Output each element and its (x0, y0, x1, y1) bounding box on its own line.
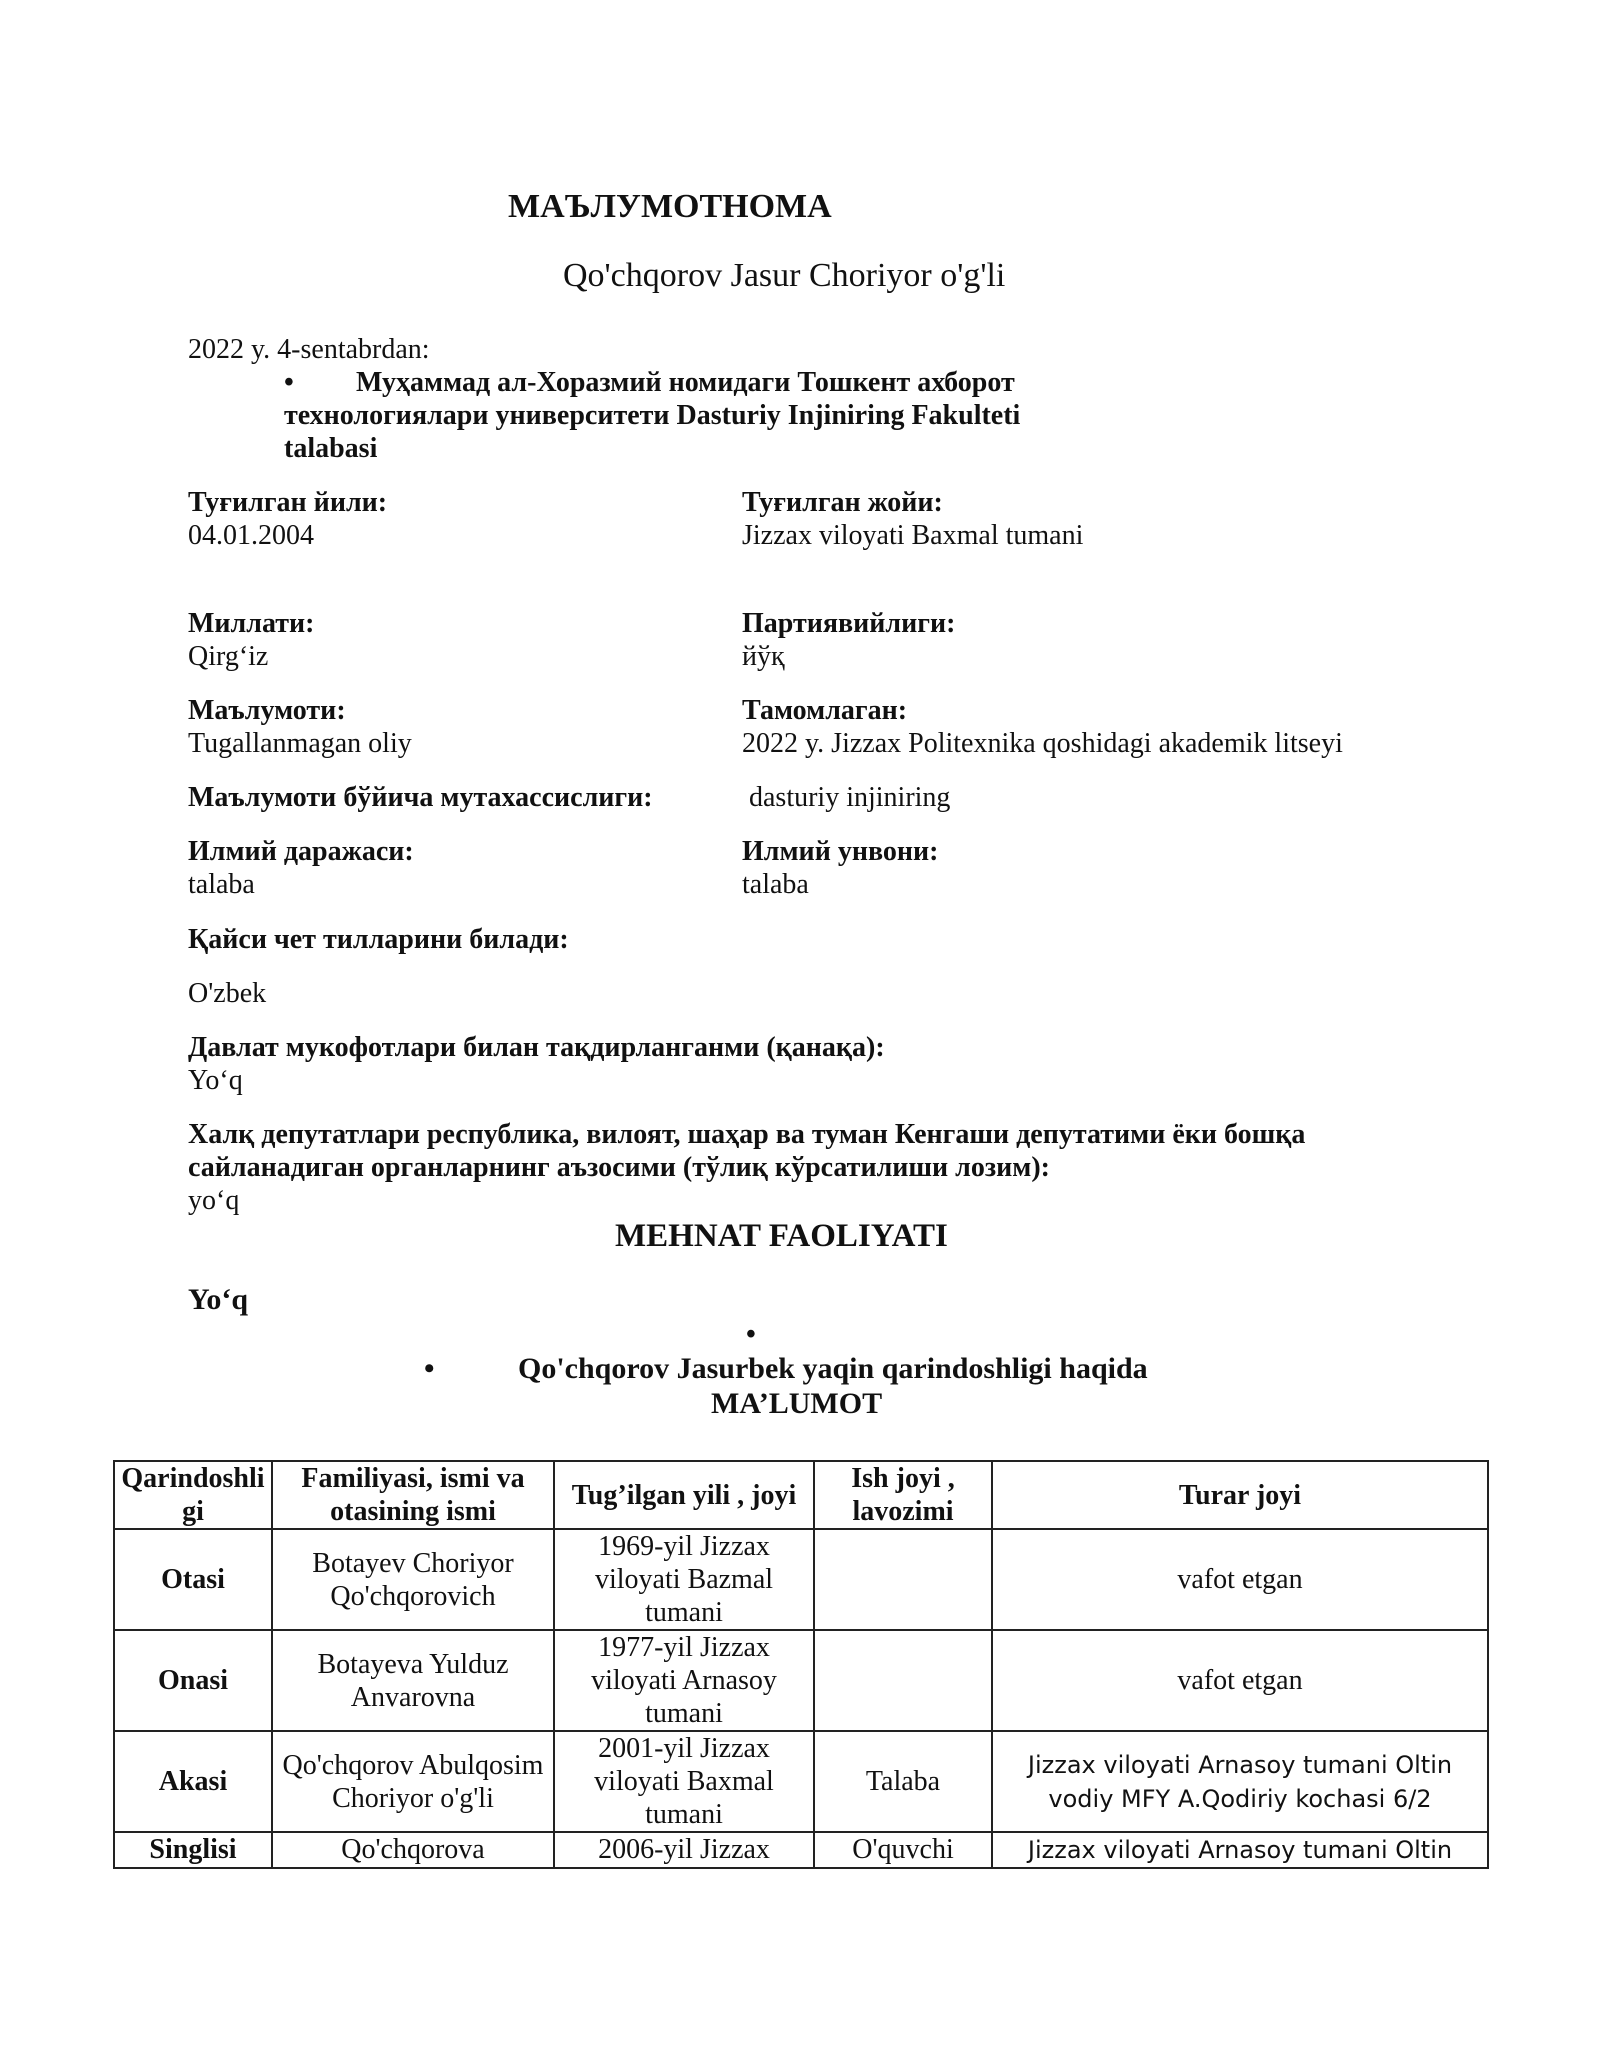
kinship-cell: Akasi (114, 1731, 272, 1832)
degree-label: Илмий даражаси: (188, 836, 414, 867)
table-row (114, 1832, 1488, 1868)
person-name: Qo'chqorov Jasur Choriyor o'g'li (563, 257, 1006, 294)
birth-cell: 1969-yil Jizzax viloyati Bazmal tumani (554, 1529, 814, 1630)
kinship-cell: Singlisi (114, 1832, 272, 1868)
name-cell: Botayev Choriyor Qo'chqorovich (272, 1529, 554, 1630)
table-row (114, 1731, 1488, 1832)
birth-year-label: Туғилган йили: (188, 487, 388, 518)
residence-cell: Jizzax viloyati Arnasoy tumani Oltin vodiy MFY A.Qodiriy kochasi 6/2 (992, 1731, 1488, 1832)
current-position-line-1: • Муҳаммад ал-Хоразмий номидаги Тошкент ахборот (284, 367, 1015, 398)
residence-cell: vafot etgan (992, 1529, 1488, 1630)
kinship-cell: Otasi (114, 1529, 272, 1630)
column-header-name: Familiyasi, ismi va otasining ismi (272, 1461, 554, 1529)
bullet-icon: • (284, 367, 294, 398)
column-header-residence: Turar joyi (992, 1461, 1488, 1529)
birth-place-value: Jizzax viloyati Baxmal tumani (742, 520, 1084, 551)
current-position-line-3: talabasi (284, 433, 378, 464)
party-label: Партиявийлиги: (742, 608, 956, 639)
name-cell: Botayeva Yulduz Anvarovna (272, 1630, 554, 1731)
degree-value: talaba (188, 869, 255, 900)
work-heading: MEHNAT FAOLIYATI (615, 1218, 948, 1254)
current-position-line-2: технологиялари университети Dasturiy Injiniring Fakulteti (284, 400, 1021, 431)
current-date: 2022 y. 4-sentabrdan: (188, 334, 430, 365)
party-value: йўқ (742, 641, 785, 672)
graduated-label: Тамомлаган: (742, 695, 908, 726)
birth-place-label: Туғилган жойи: (742, 487, 943, 518)
relatives-heading-line-2: MA’LUMOT (711, 1387, 883, 1420)
column-header-kinship: Qarindoshli gi (114, 1461, 272, 1529)
languages-value: O'zbek (188, 978, 267, 1009)
graduated-value: 2022 y. Jizzax Politexnika qoshidagi akademik litseyi (742, 728, 1343, 759)
job-cell (814, 1529, 992, 1630)
bullet-icon: • (746, 1319, 756, 1350)
nationality-label: Миллати: (188, 608, 315, 639)
job-cell: Talaba (814, 1731, 992, 1832)
birth-cell: 2001-yil Jizzax viloyati Baxmal tumani (554, 1731, 814, 1832)
awards-value: Yo‘q (188, 1065, 243, 1096)
deputy-label-line-1: Халқ депутатлари республика, вилоят, шаҳар ва туман Кенгаши депутатими ёки бошқа (188, 1119, 1306, 1150)
residence-cell: vafot etgan (992, 1630, 1488, 1731)
residence-cell: Jizzax viloyati Arnasoy tumani Oltin (992, 1832, 1488, 1868)
deputy-value: yo‘q (188, 1185, 240, 1216)
birth-cell: 2006-yil Jizzax (554, 1832, 814, 1868)
table-row (114, 1529, 1488, 1630)
name-cell: Qo'chqorova (272, 1832, 554, 1868)
education-value: Tugallanmagan oliy (188, 728, 412, 759)
education-label: Маълумоти: (188, 695, 346, 726)
job-cell (814, 1630, 992, 1731)
specialty-value: dasturiy injiniring (742, 782, 951, 813)
table-row (114, 1630, 1488, 1731)
nationality-value: Qirg‘iz (188, 641, 269, 672)
awards-label: Давлат мукофотлари билан тақдирланганми (қанақа): (188, 1032, 885, 1063)
relatives-table (113, 1460, 1489, 1869)
column-header-job: Ish joyi , lavozimi (814, 1461, 992, 1529)
table-header-row (114, 1461, 1488, 1529)
bullet-icon: • (424, 1352, 435, 1385)
job-cell: O'quvchi (814, 1832, 992, 1868)
document-title: МАЪЛУМОТНОМА (508, 188, 832, 225)
academic-title-label: Илмий унвони: (742, 836, 939, 867)
deputy-label-line-2: сайланадиган органларнинг аъзосими (тўлиқ кўрсатилиши лозим): (188, 1152, 1050, 1183)
kinship-cell: Onasi (114, 1630, 272, 1731)
work-value: Yo‘q (188, 1283, 249, 1316)
specialty-label: Маълумоти бўйича мутахассислиги: (188, 782, 653, 813)
column-header-birth: Tug’ilgan yili , joyi (554, 1461, 814, 1529)
relatives-heading-line-1: • Qo'chqorov Jasurbek yaqin qarindoshligi haqida (424, 1352, 1148, 1385)
birth-cell: 1977-yil Jizzax viloyati Arnasoy tumani (554, 1630, 814, 1731)
name-cell: Qo'chqorov Abulqosim Choriyor o'g'li (272, 1731, 554, 1832)
languages-label: Қайси чет тилларини билади: (188, 924, 569, 955)
birth-year-value: 04.01.2004 (188, 520, 314, 551)
academic-title-value: talaba (742, 869, 809, 900)
